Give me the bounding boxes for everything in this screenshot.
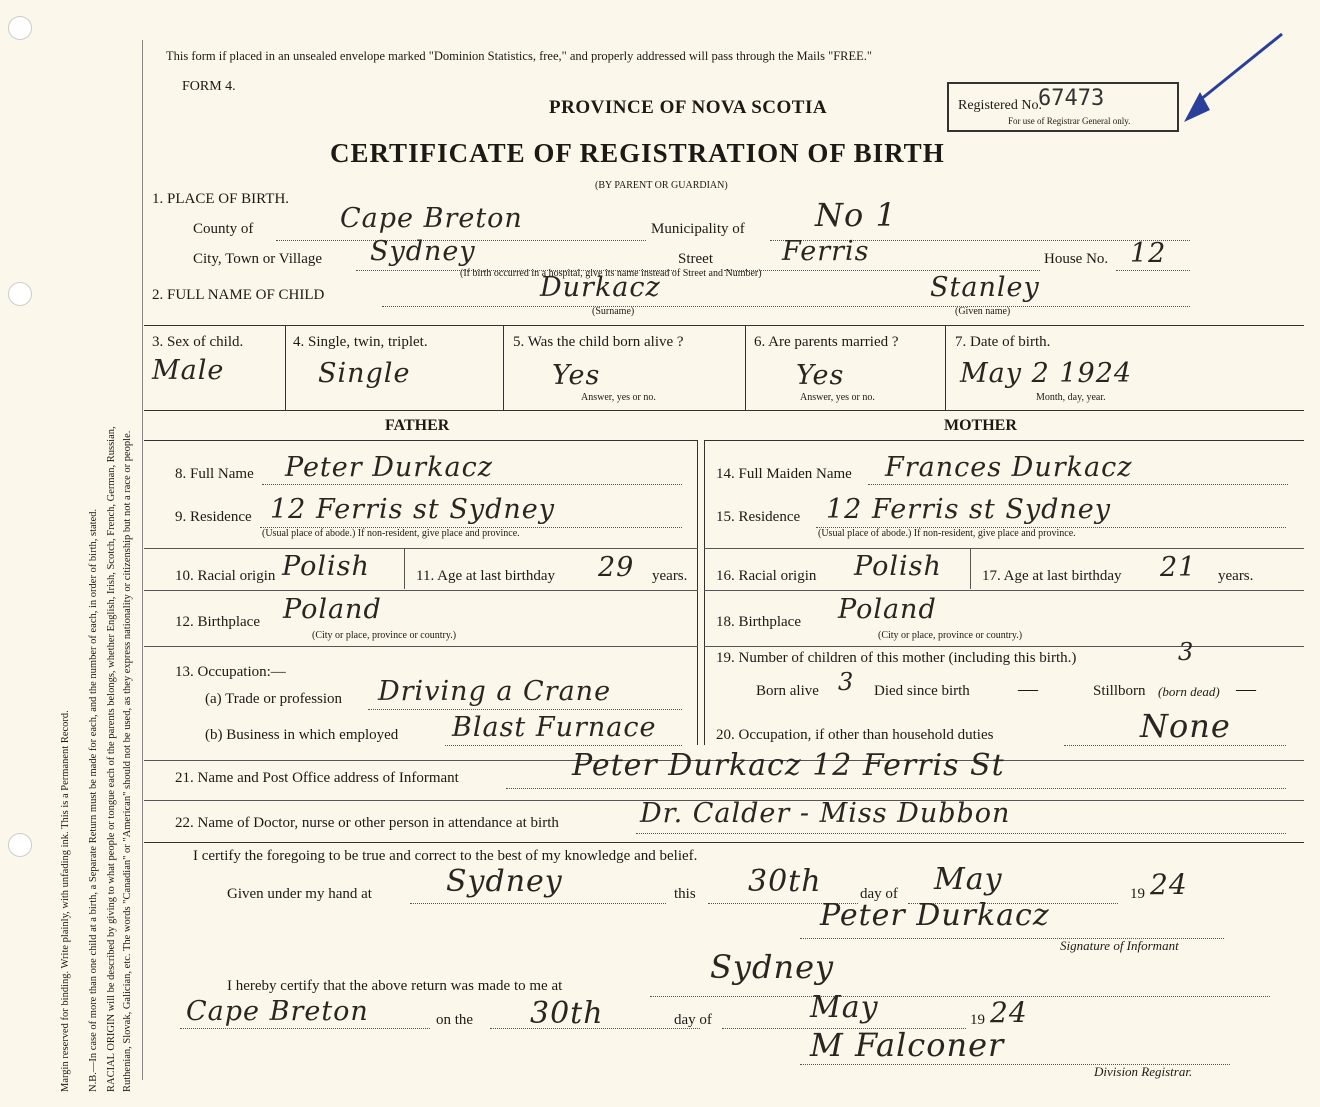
margin-note-1: Margin reserved for binding. Write plainly, with unfading ink. This is a Permanent Record. — [60, 710, 71, 1092]
given-under-hand-label: Given under my hand at — [227, 886, 372, 902]
born-alive-question-label: 5. Was the child born alive ? — [513, 334, 684, 350]
certify-year-prefix: 19 — [1130, 886, 1145, 902]
sex-label: 3. Sex of child. — [152, 334, 244, 350]
city-value: Sydney — [370, 236, 476, 267]
house-number-value: 12 — [1130, 238, 1167, 269]
mother-rule-racial — [704, 548, 1304, 549]
informant-line — [506, 788, 1286, 789]
informant-signature: Peter Durkacz — [820, 898, 1050, 933]
rule-under-headings — [144, 440, 698, 441]
sex-value: Male — [152, 355, 225, 386]
died-since-birth-label: Died since birth — [874, 683, 970, 699]
certify-year-value: 24 — [1150, 868, 1188, 901]
given-place-line — [410, 903, 666, 904]
mother-years-label: years. — [1218, 568, 1254, 584]
division-registrar-caption: Division Registrar. — [1094, 1064, 1193, 1079]
father-business-label: (b) Business in which employed — [205, 727, 399, 743]
municipality-value: No 1 — [815, 196, 897, 234]
margin-note-4: Ruthenian, Slovak, Galician, etc. The words "Canadian" or "American" should not be used, as they express nationality or citizenship but not a race or people. — [122, 430, 133, 1092]
father-age-value: 29 — [598, 552, 635, 583]
married-answer: Yes — [796, 360, 845, 391]
margin-rule — [142, 40, 143, 1080]
registrar-place-value: Sydney — [710, 948, 835, 986]
parents-column-divider — [697, 440, 698, 745]
father-racial-divider — [404, 549, 405, 589]
divider-5-6 — [745, 326, 746, 410]
house-number-line — [1116, 270, 1190, 271]
informant-value: Peter Durkacz 12 Ferris St — [572, 748, 1005, 783]
mother-age-label: 17. Age at last birthday — [982, 568, 1122, 584]
certificate-title: CERTIFICATE OF REGISTRATION OF BIRTH — [330, 138, 945, 168]
registrar-only-note: For use of Registrar General only. — [1008, 116, 1131, 126]
father-residence-note: (Usual place of abode.) If non-resident, give place and province. — [262, 528, 520, 539]
father-racial-value: Polish — [282, 551, 370, 582]
married-question-label: 6. Are parents married ? — [754, 334, 899, 350]
mother-birthplace-value: Poland — [838, 594, 937, 625]
registrar-place-line — [650, 996, 1270, 997]
father-name-label: 8. Full Name — [175, 466, 254, 482]
mother-occupation-label: 20. Occupation, if other than household duties — [716, 727, 994, 743]
rule-under-headings-right — [704, 440, 1304, 441]
city-label: City, Town or Village — [193, 251, 323, 267]
father-heading: FATHER — [385, 417, 450, 434]
father-birthplace-note: (City or place, province or country.) — [312, 630, 457, 641]
stillborn-value: — — [1236, 678, 1256, 700]
mail-notice: This form if placed in an unsealed envelope marked "Dominion Statistics, free," and properly addressed will pass through the Mails "FREE." — [166, 49, 873, 63]
mother-occupation-value: None — [1140, 707, 1231, 745]
doctor-line — [636, 833, 1286, 834]
certificate-subtitle: (BY PARENT OR GUARDIAN) — [595, 180, 728, 191]
born-alive-value: 3 — [838, 668, 855, 696]
informant-label: 21. Name and Post Office address of Informant — [175, 770, 459, 786]
dob-label: 7. Date of birth. — [955, 334, 1051, 350]
plurality-label: 4. Single, twin, triplet. — [293, 334, 428, 350]
mother-residence-label: 15. Residence — [716, 509, 801, 525]
registered-label: Registered No. — [958, 98, 1042, 113]
street-label: Street — [678, 251, 713, 267]
mother-racial-value: Polish — [854, 551, 942, 582]
registrar-county-value: Cape Breton — [186, 996, 369, 1027]
rule-above-certification — [144, 842, 1304, 843]
rule-below-items — [144, 410, 1304, 411]
dob-value: May 2 1924 — [960, 358, 1133, 389]
father-age-label: 11. Age at last birthday — [416, 568, 555, 584]
given-name-note: (Given name) — [955, 306, 1011, 317]
father-birthplace-value: Poland — [283, 594, 382, 625]
died-since-birth-value: — — [1018, 678, 1038, 700]
certify-day-of-label: day of — [860, 886, 898, 902]
mother-age-value: 21 — [1160, 552, 1197, 583]
margin-note-3: RACIAL ORIGIN will be described by giving to what people or tongue each of the parents belongs, whether English, Irish, Scotch, French, German, Russian, — [106, 426, 117, 1092]
stillborn-label: Stillborn — [1093, 683, 1146, 699]
parents-column-divider-right — [704, 440, 705, 745]
mother-children-value: 3 — [1178, 638, 1195, 666]
registrar-year-value: 24 — [990, 996, 1028, 1029]
father-rule-racial — [144, 548, 698, 549]
municipality-label: Municipality of — [651, 221, 745, 237]
registrar-month-value: May — [810, 990, 879, 1025]
divider-6-7 — [945, 326, 946, 410]
mother-occupation-line — [1064, 745, 1286, 746]
married-note: Answer, yes or no. — [800, 392, 875, 403]
county-label: County of — [193, 221, 254, 237]
mother-birthplace-note: (City or place, province or country.) — [878, 630, 1023, 641]
registrar-signature: M Falconer — [810, 1026, 1005, 1064]
mother-residence-value: 12 Ferris st Sydney — [826, 494, 1112, 525]
divider-3-4 — [285, 326, 286, 410]
father-business-value: Blast Furnace — [452, 712, 657, 743]
certify-month-value: May — [934, 862, 1003, 897]
mother-birthplace-label: 18. Birthplace — [716, 614, 801, 630]
mother-racial-label: 16. Racial origin — [716, 568, 817, 584]
mother-rule-birthplace — [704, 590, 1304, 591]
binding-hole-middle — [8, 282, 32, 306]
surname-note: (Surname) — [592, 306, 635, 317]
mother-rule-children — [704, 646, 1304, 647]
father-residence-label: 9. Residence — [175, 509, 252, 525]
father-business-line — [445, 745, 682, 746]
hospital-note: (If birth occurred in a hospital, give its name instead of Street and Number) — [460, 268, 762, 279]
born-alive-note: Answer, yes or no. — [581, 392, 656, 403]
born-alive-label: Born alive — [756, 683, 819, 699]
father-years-label: years. — [652, 568, 688, 584]
mother-heading: MOTHER — [944, 417, 1017, 434]
rule-above-items — [144, 325, 1304, 326]
street-value: Ferris — [782, 236, 870, 267]
stillborn-note: (born dead) — [1158, 684, 1220, 699]
doctor-value: Dr. Calder - Miss Dubbon — [640, 798, 1011, 829]
child-given-value: Stanley — [930, 272, 1040, 303]
binding-hole-lower — [8, 833, 32, 857]
registrar-day-value: 30th — [530, 996, 604, 1031]
father-rule-occupation — [144, 646, 698, 647]
registrar-statement: I hereby certify that the above return was made to me at — [227, 978, 563, 994]
binding-hole-top — [8, 16, 32, 40]
this-label: this — [674, 886, 696, 902]
certify-day-value: 30th — [748, 864, 822, 899]
father-residence-value: 12 Ferris st Sydney — [270, 494, 556, 525]
blue-check-arrow-icon — [1170, 30, 1290, 130]
registrar-on-the-label: on the — [436, 1012, 474, 1028]
father-trade-value: Driving a Crane — [378, 676, 612, 707]
place-of-birth-label: 1. PLACE OF BIRTH. — [152, 191, 290, 207]
child-name-line — [382, 306, 1190, 307]
child-name-label: 2. FULL NAME OF CHILD — [152, 287, 325, 303]
father-trade-label: (a) Trade or profession — [205, 691, 343, 707]
divider-4-5 — [503, 326, 504, 410]
certify-statement: I certify the foregoing to be true and correct to the best of my knowledge and belief. — [193, 848, 698, 864]
mother-name-value: Frances Durkacz — [885, 452, 1133, 483]
father-occupation-label: 13. Occupation:— — [175, 664, 286, 680]
registered-number: 67473 — [1038, 86, 1105, 111]
mother-racial-divider — [970, 549, 971, 589]
registrar-county-line — [180, 1028, 430, 1029]
father-birthplace-label: 12. Birthplace — [175, 614, 260, 630]
mother-residence-note: (Usual place of abode.) If non-resident, give place and province. — [818, 528, 1076, 539]
form-number: FORM 4. — [182, 79, 236, 94]
plurality-value: Single — [318, 358, 411, 389]
doctor-label: 22. Name of Doctor, nurse or other person in attendance at birth — [175, 815, 559, 831]
registrar-day-of-label: day of — [674, 1012, 712, 1028]
mother-name-label: 14. Full Maiden Name — [716, 466, 852, 482]
county-value: Cape Breton — [340, 203, 523, 234]
father-name-value: Peter Durkacz — [285, 452, 493, 483]
father-racial-label: 10. Racial origin — [175, 568, 276, 584]
child-surname-value: Durkacz — [540, 272, 661, 303]
dob-note: Month, day, year. — [1036, 392, 1106, 403]
father-trade-line — [368, 709, 682, 710]
father-name-line — [262, 484, 682, 485]
father-rule-birthplace — [144, 590, 698, 591]
mother-name-line — [868, 484, 1288, 485]
informant-signature-caption: Signature of Informant — [1060, 938, 1179, 953]
province-heading: PROVINCE OF NOVA SCOTIA — [549, 97, 828, 118]
margin-note-2: N.B.—In case of more than one child at a birth, a Separate Return must be made for each, and the number of each, in order of birth, stated. — [88, 508, 99, 1092]
street-line — [724, 270, 1040, 271]
house-number-label: House No. — [1044, 251, 1109, 267]
registrar-year-prefix: 19 — [970, 1012, 985, 1028]
mother-children-label: 19. Number of children of this mother (including this birth.) — [716, 650, 1077, 666]
born-alive-answer: Yes — [552, 360, 601, 391]
given-place-value: Sydney — [446, 864, 563, 899]
